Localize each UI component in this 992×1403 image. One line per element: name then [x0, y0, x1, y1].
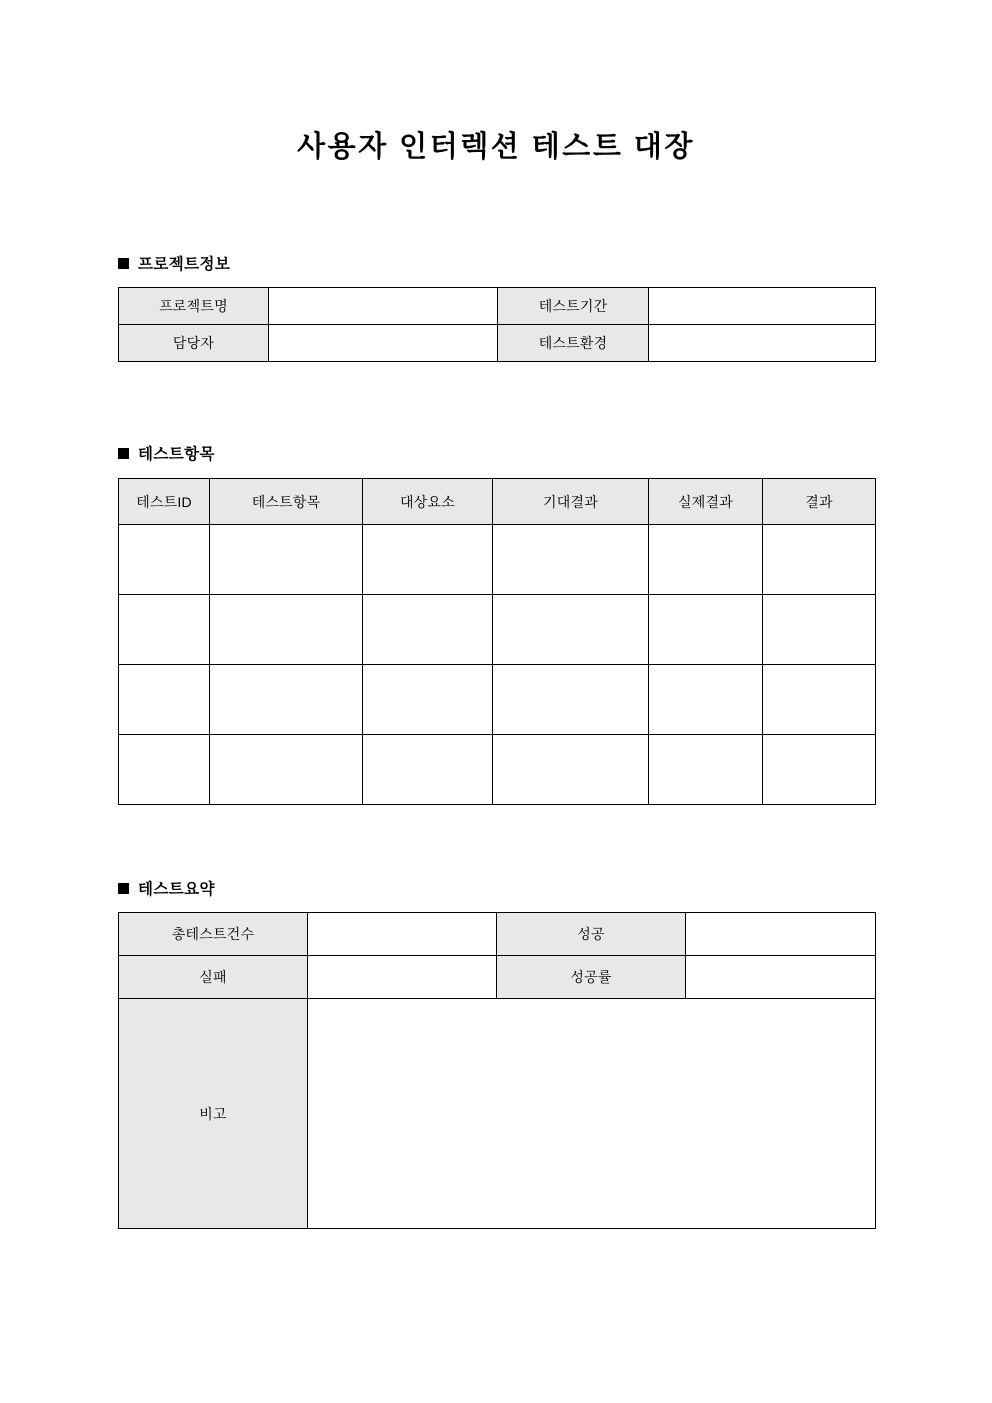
cell-target-element[interactable] [363, 665, 493, 735]
table-row [119, 288, 876, 325]
field-label-test-environment: 테스트환경 [498, 325, 649, 362]
field-value-project-name[interactable] [269, 288, 498, 325]
field-label-project-name: 프로젝트명 [119, 288, 269, 325]
field-value-test-period[interactable] [649, 288, 876, 325]
table-row [119, 525, 876, 595]
cell-test-id[interactable] [119, 735, 210, 805]
cell-result[interactable] [763, 735, 876, 805]
field-value-test-environment[interactable] [649, 325, 876, 362]
section-heading-test-summary [118, 877, 215, 899]
section-heading-label: 테스트요약 [138, 881, 215, 898]
cell-test-item[interactable] [210, 665, 363, 735]
column-header-test-item: 테스트항목 [210, 479, 363, 525]
cell-expected-result[interactable] [493, 595, 649, 665]
table-row [119, 325, 876, 362]
section-heading-label: 프로젝트정보 [138, 256, 231, 273]
table-row [119, 999, 876, 1229]
project-info-table [118, 287, 876, 362]
cell-result[interactable] [763, 595, 876, 665]
cell-actual-result[interactable] [649, 665, 763, 735]
cell-target-element[interactable] [363, 735, 493, 805]
cell-target-element[interactable] [363, 595, 493, 665]
cell-test-id[interactable] [119, 525, 210, 595]
test-items-table [118, 478, 876, 805]
field-value-success-rate[interactable] [686, 956, 876, 999]
cell-actual-result[interactable] [649, 735, 763, 805]
section-heading-test-items [118, 442, 215, 464]
column-header-expected-result: 기대결과 [493, 479, 649, 525]
field-label-success-rate: 성공률 [497, 956, 686, 999]
column-header-test-id: 테스트ID [119, 479, 210, 525]
square-bullet-icon [118, 258, 129, 269]
field-label-failure: 실패 [119, 956, 308, 999]
table-row [119, 956, 876, 999]
field-value-failure[interactable] [308, 956, 497, 999]
cell-expected-result[interactable] [493, 735, 649, 805]
field-value-success[interactable] [686, 913, 876, 956]
page-title: 사용자 인터렉션 테스트 대장 [297, 131, 695, 163]
field-label-total-tests: 총테스트건수 [119, 913, 308, 956]
cell-test-item[interactable] [210, 735, 363, 805]
cell-actual-result[interactable] [649, 595, 763, 665]
cell-expected-result[interactable] [493, 665, 649, 735]
column-header-target-element: 대상요소 [363, 479, 493, 525]
column-header-actual-result: 실제결과 [649, 479, 763, 525]
cell-test-item[interactable] [210, 595, 363, 665]
field-value-total-tests[interactable] [308, 913, 497, 956]
cell-test-item[interactable] [210, 525, 363, 595]
field-value-remarks[interactable] [308, 999, 876, 1229]
field-label-test-period: 테스트기간 [498, 288, 649, 325]
table-row [119, 595, 876, 665]
cell-test-id[interactable] [119, 665, 210, 735]
cell-actual-result[interactable] [649, 525, 763, 595]
table-row [119, 735, 876, 805]
field-value-owner[interactable] [269, 325, 498, 362]
field-label-owner: 담당자 [119, 325, 269, 362]
cell-test-id[interactable] [119, 595, 210, 665]
test-summary-table [118, 912, 876, 1229]
cell-result[interactable] [763, 525, 876, 595]
cell-result[interactable] [763, 665, 876, 735]
table-row [119, 913, 876, 956]
column-header-result: 결과 [763, 479, 876, 525]
section-heading-label: 테스트항목 [138, 446, 215, 463]
table-header-row [119, 479, 876, 525]
section-heading-project-info [118, 252, 230, 274]
field-label-success: 성공 [497, 913, 686, 956]
square-bullet-icon [118, 883, 129, 894]
table-row [119, 665, 876, 735]
cell-target-element[interactable] [363, 525, 493, 595]
cell-expected-result[interactable] [493, 525, 649, 595]
square-bullet-icon [118, 448, 129, 459]
field-label-remarks: 비고 [119, 999, 308, 1229]
